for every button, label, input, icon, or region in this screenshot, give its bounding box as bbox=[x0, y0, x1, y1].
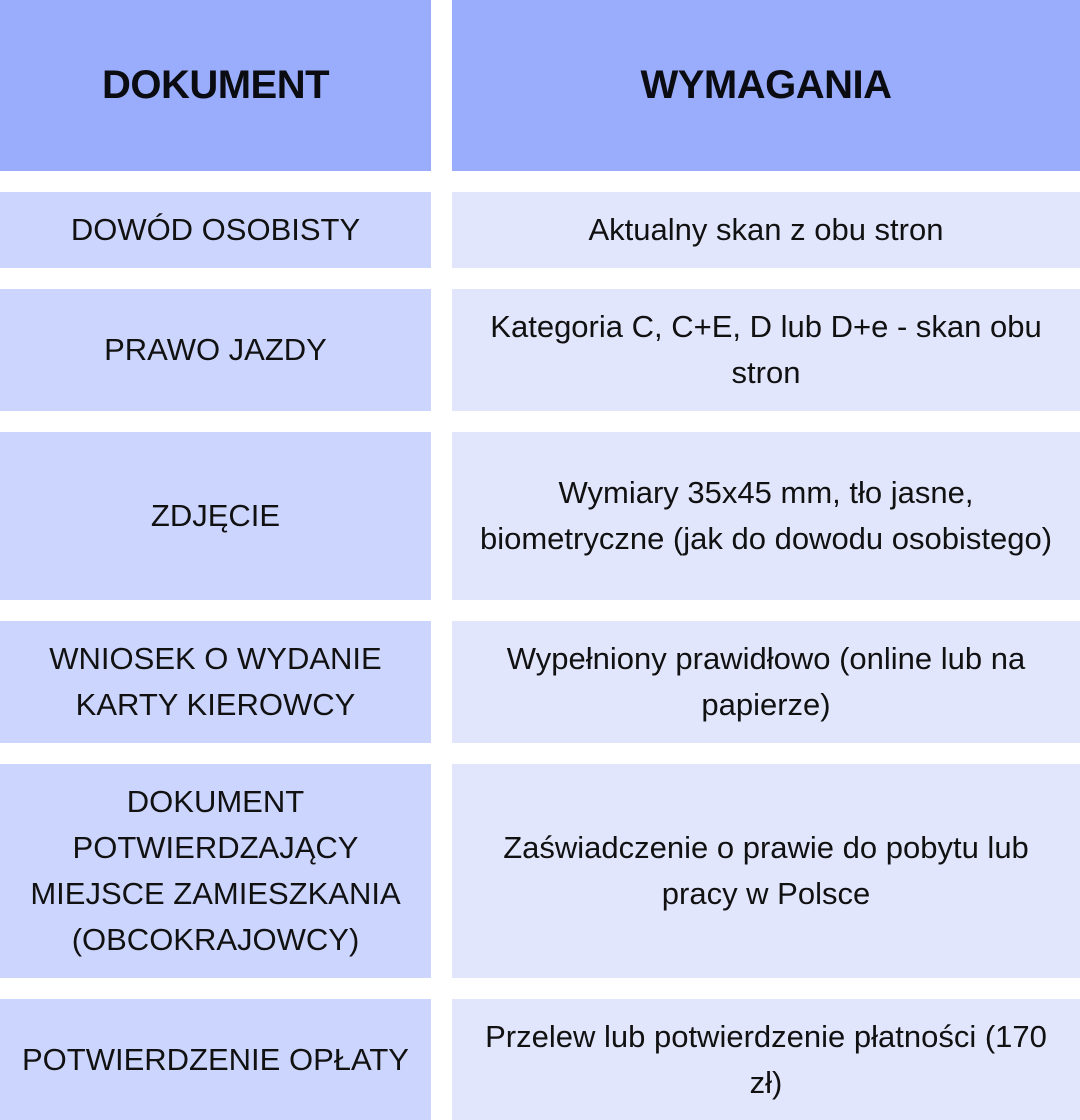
table-row-document bbox=[0, 621, 431, 743]
document-label: DOKUMENT POTWIERDZAJĄCY MIEJSCE ZAMIESZKANIA (OBCOKRAJOWCY) bbox=[30, 784, 401, 957]
requirement-label: Wypełniony prawidłowo (online lub na papierze) bbox=[506, 641, 1026, 722]
header-requirements bbox=[452, 0, 1080, 171]
header-document bbox=[0, 0, 431, 171]
table-row-requirement bbox=[452, 999, 1080, 1120]
header-document-label: DOKUMENT bbox=[101, 63, 330, 107]
table-row-document bbox=[0, 432, 431, 600]
requirement-label: Kategoria C, C+E, D lub D+e - skan obu stron bbox=[490, 309, 1042, 390]
requirement-label: Wymiary 35x45 mm, tło jasne, biometryczne (jak do dowodu osobistego) bbox=[479, 475, 1053, 556]
table-row-requirement bbox=[452, 764, 1080, 978]
table-row-document bbox=[0, 289, 431, 411]
requirement-label: Zaświadczenie o prawie do pobytu lub pracy w Polsce bbox=[503, 830, 1029, 911]
table-row-requirement bbox=[452, 432, 1080, 600]
table-row-document bbox=[0, 999, 431, 1120]
table-row-requirement bbox=[452, 192, 1080, 268]
requirement-label: Aktualny skan z obu stron bbox=[588, 212, 944, 247]
document-label: ZDJĘCIE bbox=[150, 498, 281, 533]
document-label: WNIOSEK O WYDANIE KARTY KIEROWCY bbox=[49, 641, 382, 722]
table-row-document bbox=[0, 192, 431, 268]
header-requirements-label: WYMAGANIA bbox=[640, 63, 892, 107]
table-row-requirement bbox=[452, 289, 1080, 411]
document-label: DOWÓD OSOBISTY bbox=[70, 212, 361, 247]
table-row-document bbox=[0, 764, 431, 978]
table-row-requirement bbox=[452, 621, 1080, 743]
document-label: POTWIERDZENIE OPŁATY bbox=[22, 1041, 409, 1077]
requirement-label: Przelew lub potwierdzenie płatności (170 zł) bbox=[485, 1018, 1047, 1100]
document-label: PRAWO JAZDY bbox=[104, 332, 327, 367]
